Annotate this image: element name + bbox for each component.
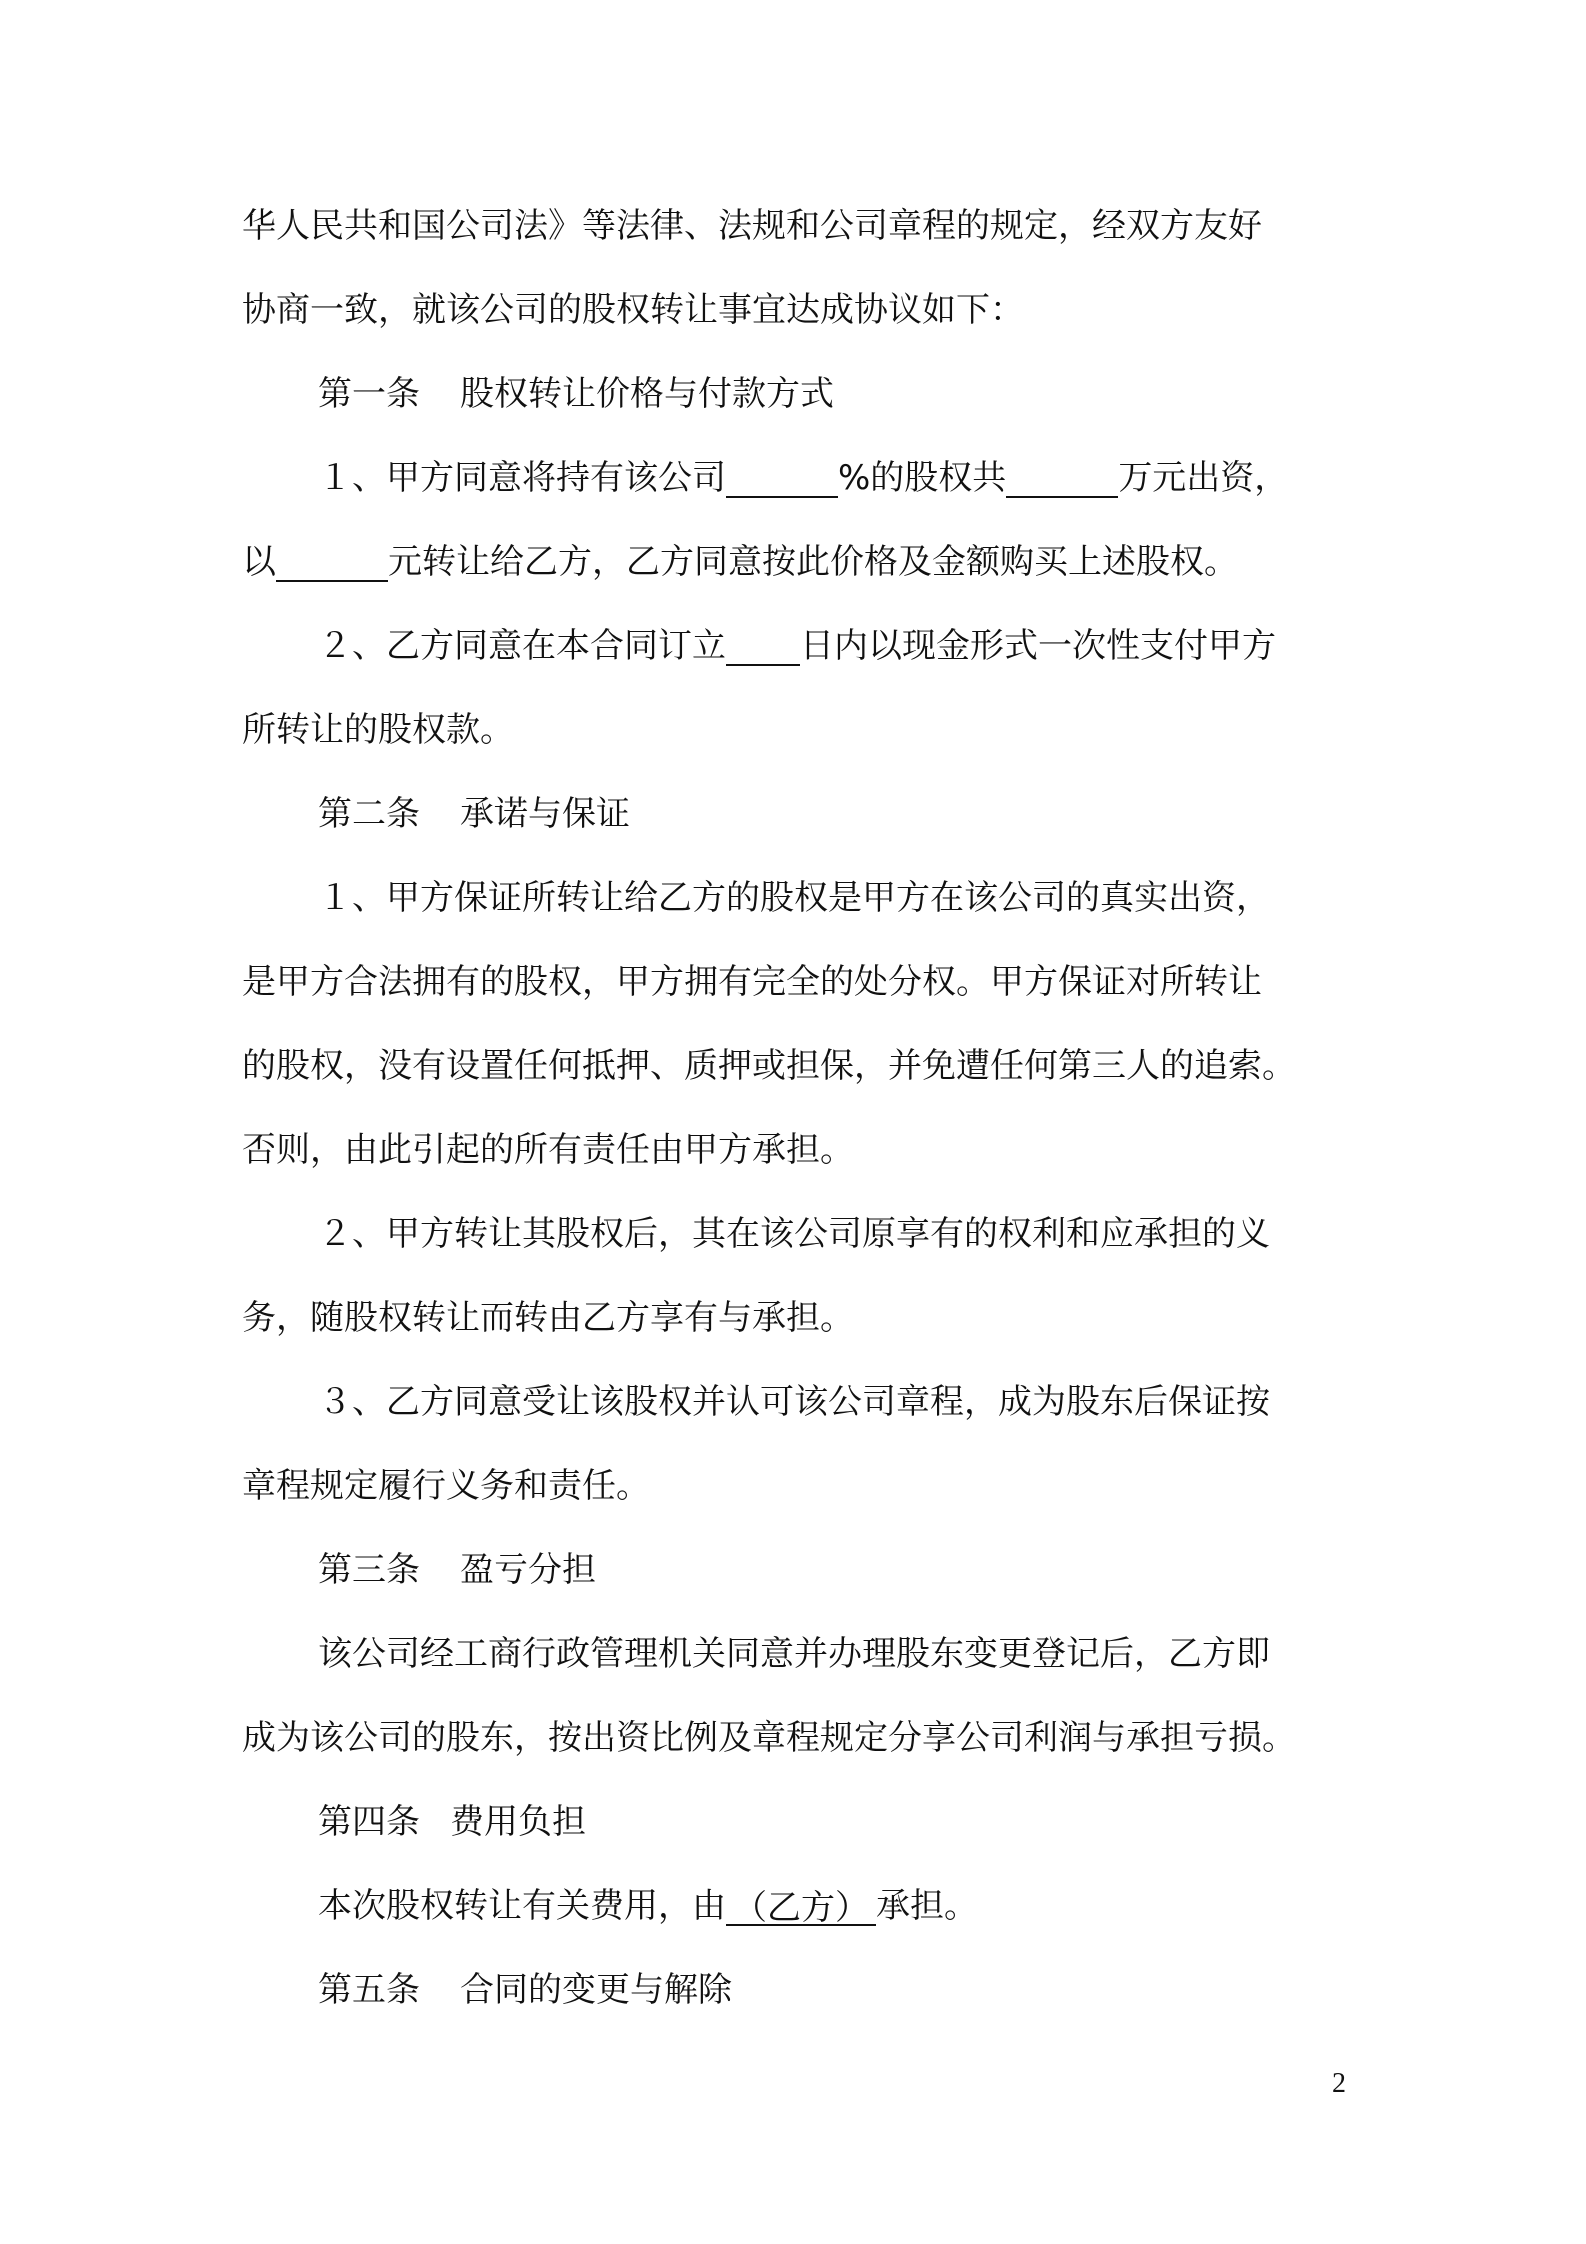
text-line-1: 华人民共和国公司法》等法律、法规和公司章程的规定，经双方友好 [242,206,1262,246]
clause-2-1-line-3: 的股权，没有设置任何抵押、质押或担保，并免遭任何第三人的追索。 [242,1046,1296,1086]
clause-2-1-line-4: 否则，由此引起的所有责任由甲方承担。 [242,1130,854,1170]
clause-1-2-line-1: ２、乙方同意在本合同订立 日内以现金形式一次性支付甲方 [318,626,1276,666]
article-1-number: 第一条 [318,374,420,414]
clause-2-3-line-1: ３、乙方同意受让该股权并认可该公司章程，成为股东后保证按 [318,1382,1270,1422]
article-5-title: 合同的变更与解除 [460,1970,732,2010]
blank-transfer-price [276,544,388,582]
article-5-number: 第五条 [318,1970,420,2010]
clause-2-2-line-1: ２、甲方转让其股权后，其在该公司原享有的权利和应承担的义 [318,1214,1270,1254]
clause-1-1-line-2: 以 元转让给乙方，乙方同意按此价格及金额购买上述股权。 [242,542,1238,582]
article-4-text: 本次股权转让有关费用，由 （乙方） 承担。 [318,1886,978,1928]
clause-2-2-line-2: 务，随股权转让而转由乙方享有与承担。 [242,1298,854,1338]
article-2-number: 第二条 [318,794,420,834]
clause-1-2-line-2: 所转让的股权款。 [242,710,514,750]
article-3-title: 盈亏分担 [460,1550,596,1590]
clause-2-1-line-2: 是甲方合法拥有的股权，甲方拥有完全的处分权。甲方保证对所转让 [242,962,1262,1002]
article-3-text-line-1: 该公司经工商行政管理机关同意并办理股东变更登记后，乙方即 [318,1634,1270,1674]
blank-days [726,628,800,666]
clause-2-1-line-1: １、甲方保证所转让给乙方的股权是甲方在该公司的真实出资， [318,878,1270,918]
article-3-number: 第三条 [318,1550,420,1590]
clause-2-3-line-2: 章程规定履行义务和责任。 [242,1466,650,1506]
page-number: 2 [1332,2068,1346,2099]
text-line-2: 协商一致，就该公司的股权转让事宜达成协议如下： [242,290,1024,330]
article-1-heading [318,374,834,414]
article-4-number: 第四条 [318,1802,420,1842]
article-3-heading [318,1550,596,1590]
article-3-text-line-2: 成为该公司的股东，按出资比例及章程规定分享公司利润与承担亏损。 [242,1718,1296,1758]
article-4-title: 费用负担 [450,1802,586,1842]
filled-blank-party: （乙方） [726,1888,876,1926]
article-1-title: 股权转让价格与付款方式 [460,374,834,414]
clause-1-1-line-1: １、甲方同意将持有该公司 %的股权共 万元出资， [318,458,1289,498]
article-2-title: 承诺与保证 [460,794,630,834]
article-4-heading [318,1802,586,1842]
blank-percentage [726,460,838,498]
blank-capital-amount [1006,460,1118,498]
article-2-heading [318,794,630,834]
article-5-heading [318,1970,732,2010]
